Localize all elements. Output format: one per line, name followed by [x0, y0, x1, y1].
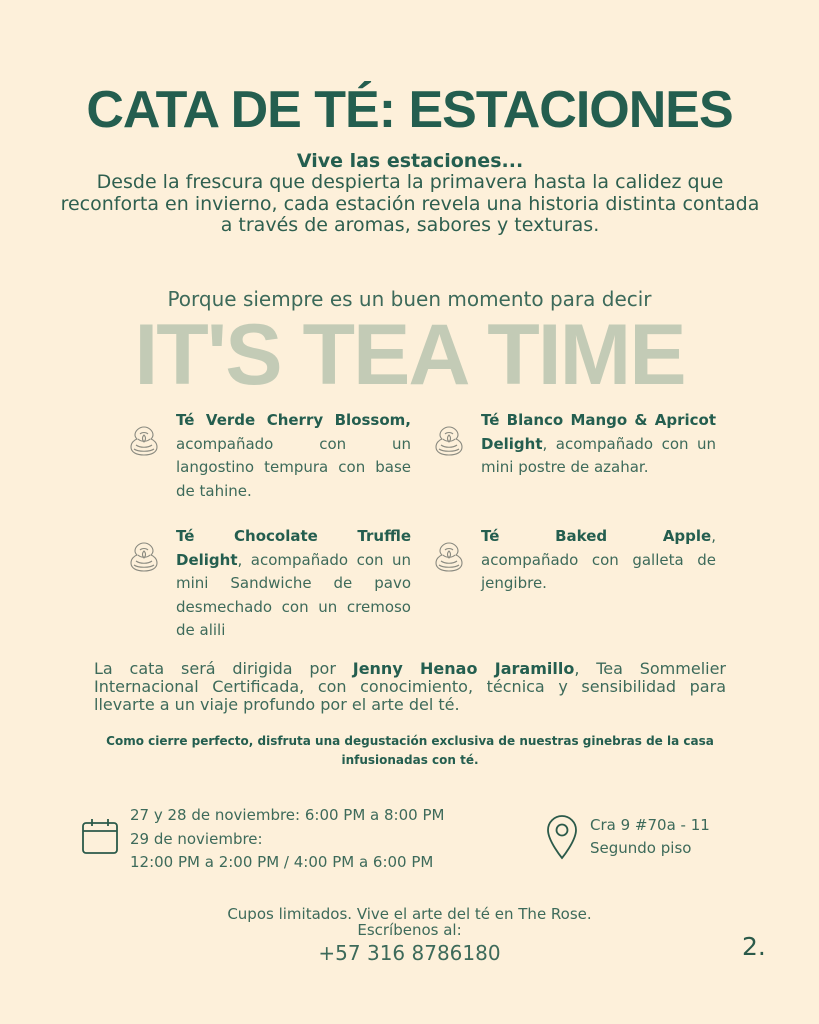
tea-item-text — [481, 409, 716, 480]
tea-item-cherry-blossom — [124, 409, 414, 503]
tea-name: Té Baked Apple — [481, 527, 712, 545]
schedule — [80, 804, 480, 875]
address-line: Cra 9 #70a - 11 — [590, 816, 710, 834]
intro — [60, 150, 760, 237]
rose-icon — [429, 537, 469, 577]
tea-description: acompañado con un langostino tempura con base de tahine. — [176, 434, 411, 500]
schedule-lines — [130, 804, 444, 875]
schedule-line-2: 29 de noviembre: — [130, 829, 263, 848]
tea-name: Té Chocolate Truffle Delight — [176, 527, 411, 569]
director-after: , Tea Sommelier Internacional Certificada, con conocimiento, técnica y sensibilidad para llevarte a un viaje profundo por el arte del té. — [94, 659, 727, 714]
schedule-line-1: 27 y 28 de noviembre: 6:00 PM a 8:00 PM — [130, 806, 445, 824]
footer-line-2: Escríbenos al: — [357, 921, 462, 939]
rose-icon — [429, 421, 469, 461]
tea-item-text — [176, 525, 411, 643]
director-name: Jenny Henao Jaramillo — [352, 659, 575, 678]
schedule-line-3: 12:00 PM a 2:00 PM / 4:00 PM a 6:00 PM — [130, 853, 434, 871]
footer — [0, 906, 819, 966]
location-lines — [590, 814, 710, 860]
director-paragraph — [94, 660, 726, 714]
tea-description: , acompañado con un mini postre de azahar. — [481, 434, 716, 476]
tea-item-mango-apricot — [429, 409, 719, 480]
page-title: CATA DE TÉ: ESTACIONES — [86, 81, 733, 139]
page-number: 2. — [742, 932, 766, 961]
calendar-icon — [80, 816, 120, 856]
tea-item-baked-apple — [429, 525, 719, 596]
tea-item-text — [481, 525, 716, 596]
big-title: IT'S TEA TIME — [134, 307, 685, 403]
tea-description: , acompañado con galleta de jengibre. — [481, 527, 716, 592]
tea-item-chocolate-truffle — [124, 525, 414, 643]
closing-note: Como cierre perfecto, disfruta una degustación exclusiva de nuestras ginebras de la casa infusionadas con té. — [106, 734, 714, 767]
intro-lead: Vive las estaciones... — [296, 150, 524, 172]
tea-name: Té Verde Cherry Blossom, — [176, 411, 411, 429]
rose-icon — [124, 537, 164, 577]
rose-icon — [124, 421, 164, 461]
location-pin-icon — [545, 814, 579, 860]
phone-number[interactable]: +57 316 8786180 — [318, 941, 501, 965]
footer-line-1: Cupos limitados. Vive el arte del té en The Rose. — [227, 905, 592, 923]
location — [545, 814, 765, 860]
tea-description: , acompañado con un mini Sandwiche de pavo desmechado con un cremoso de alili — [176, 550, 411, 639]
intro-body: Desde la frescura que despierta la primavera hasta la calidez que reconforta en invierno, cada estación revela una historia distinta contada a través de aromas, sabores y texturas. — [60, 171, 760, 236]
tea-item-text — [176, 409, 411, 503]
director-before: La cata será dirigida por — [94, 659, 353, 678]
floor-line: Segundo piso — [590, 839, 692, 857]
tea-name: Té Blanco Mango & Apricot Delight — [481, 411, 716, 453]
tagline: Porque siempre es un buen momento para decir — [167, 287, 652, 311]
